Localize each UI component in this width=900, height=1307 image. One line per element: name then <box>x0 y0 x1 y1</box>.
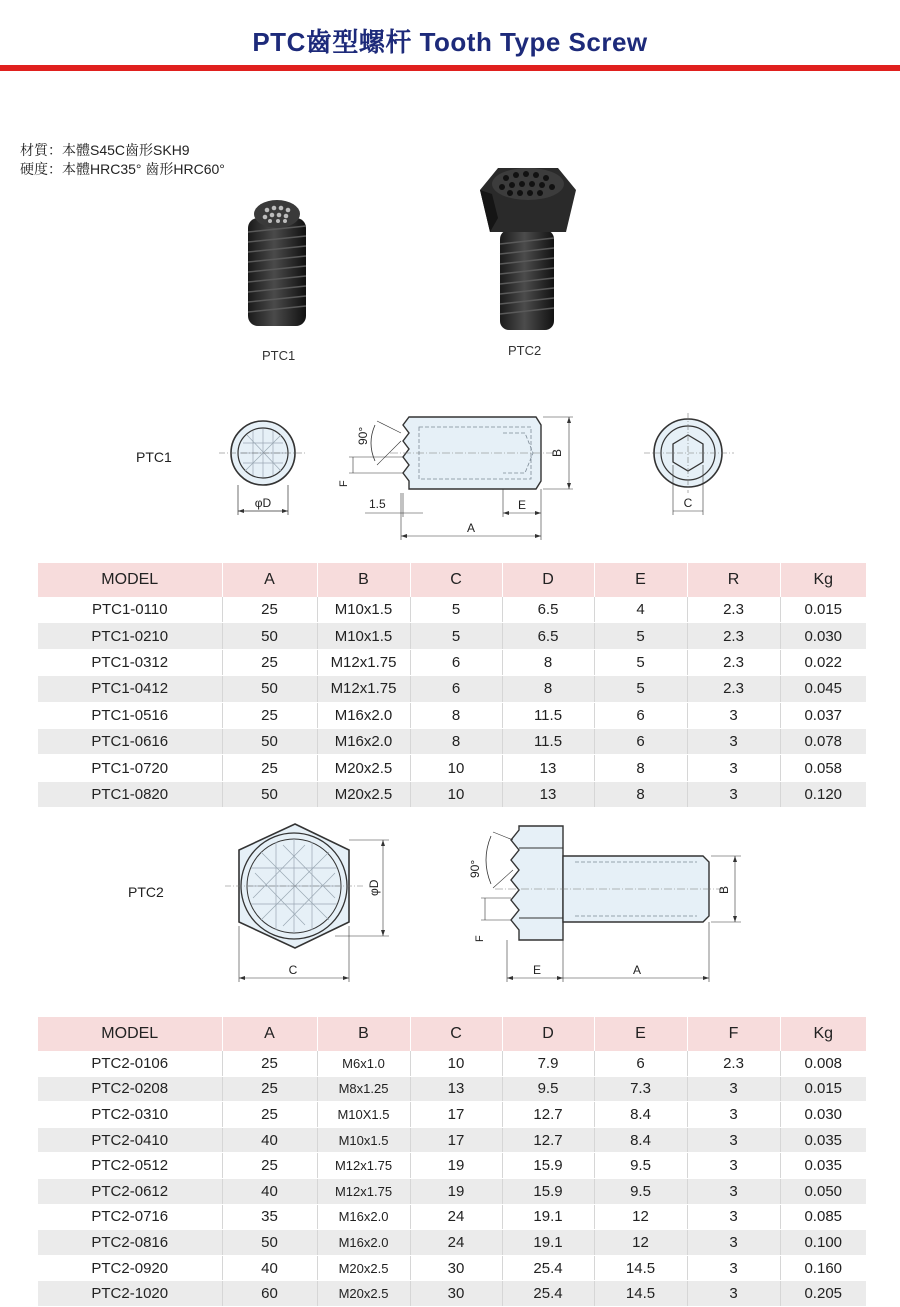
table-row <box>38 623 866 649</box>
table-cell-b: M10x1.5 <box>317 623 410 649</box>
ptc2-c-dim: C <box>288 963 298 977</box>
ptc2-end-view <box>225 818 395 988</box>
table-cell-kg: 0.008 <box>780 1051 866 1076</box>
table-row <box>38 728 866 754</box>
ptc2-diagram-label: PTC2 <box>128 884 164 900</box>
table-cell-model: PTC2-0106 <box>38 1051 222 1076</box>
table-cell-c: 17 <box>410 1102 502 1128</box>
table-cell-e: 9.5 <box>594 1178 687 1204</box>
table-cell-b: M16x2.0 <box>317 1230 410 1256</box>
table-cell-b: M10X1.5 <box>317 1102 410 1128</box>
ptc1-phid-dim: φD <box>254 496 272 510</box>
table-cell-a: 25 <box>222 1051 317 1076</box>
table-cell-a: 25 <box>222 1076 317 1102</box>
ptc1-end-view <box>215 405 310 525</box>
table-cell-d: 13 <box>502 755 594 781</box>
table-cell-e: 8 <box>594 781 687 807</box>
table-cell-f-or-r: 2.3 <box>687 649 780 675</box>
table-cell-kg: 0.085 <box>780 1204 866 1230</box>
table-cell-b: M8x1.25 <box>317 1076 410 1102</box>
table-cell-b: M12x1.75 <box>317 1153 410 1179</box>
table-cell-a: 40 <box>222 1255 317 1281</box>
table-cell-e: 14.5 <box>594 1281 687 1307</box>
table-cell-d: 9.5 <box>502 1076 594 1102</box>
ptc1-diagram-label: PTC1 <box>136 449 172 465</box>
column-header-kg: Kg <box>780 563 866 597</box>
ptc2-photo-label: PTC2 <box>508 343 542 358</box>
table-cell-a: 50 <box>222 728 317 754</box>
table-cell-kg: 0.022 <box>780 649 866 675</box>
column-header-c: C <box>410 563 502 597</box>
table-cell-model: PTC1-0210 <box>38 623 222 649</box>
table-cell-model: PTC2-0208 <box>38 1076 222 1102</box>
table-cell-f-or-r: 3 <box>687 1255 780 1281</box>
column-header-a: A <box>222 1017 317 1051</box>
table-cell-c: 5 <box>410 623 502 649</box>
table-cell-b: M16x2.0 <box>317 728 410 754</box>
ptc1-angle-dim: 90° <box>356 426 370 445</box>
table-cell-f-or-r: 2.3 <box>687 676 780 702</box>
ptc2-side-view <box>455 818 745 988</box>
table-row <box>38 1051 866 1076</box>
ptc2-a-dim: A <box>632 963 642 977</box>
table-cell-e: 9.5 <box>594 1153 687 1179</box>
table-cell-model: PTC1-0412 <box>38 676 222 702</box>
column-header-model: MODEL <box>38 563 222 597</box>
table-cell-model: PTC1-0616 <box>38 728 222 754</box>
table-cell-f-or-r: 3 <box>687 1204 780 1230</box>
table-cell-e: 14.5 <box>594 1255 687 1281</box>
table-row <box>38 1127 866 1153</box>
ptc2-b-dim: B <box>717 885 731 894</box>
table-cell-d: 8 <box>502 676 594 702</box>
table-cell-e: 7.3 <box>594 1076 687 1102</box>
column-header-b: B <box>317 563 410 597</box>
table-row <box>38 781 866 807</box>
table-cell-b: M16x2.0 <box>317 702 410 728</box>
table-cell-d: 7.9 <box>502 1051 594 1076</box>
table-cell-a: 25 <box>222 702 317 728</box>
table-cell-model: PTC2-0612 <box>38 1178 222 1204</box>
table-cell-kg: 0.050 <box>780 1178 866 1204</box>
table-cell-f-or-r: 3 <box>687 1153 780 1179</box>
table-row <box>38 702 866 728</box>
ptc1-side-view <box>335 405 580 545</box>
table-cell-d: 8 <box>502 649 594 675</box>
table-cell-kg: 0.035 <box>780 1127 866 1153</box>
table-cell-c: 30 <box>410 1281 502 1307</box>
table-cell-kg: 0.058 <box>780 755 866 781</box>
table-cell-e: 6 <box>594 702 687 728</box>
table-cell-b: M20x2.5 <box>317 755 410 781</box>
table-cell-d: 12.7 <box>502 1127 594 1153</box>
hardness-spec: 硬度：本體HRC35° 齒形HRC60° <box>20 161 225 177</box>
table-cell-b: M20x2.5 <box>317 1281 410 1307</box>
ptc2-angle-dim: 90° <box>468 859 482 878</box>
table-cell-c: 10 <box>410 781 502 807</box>
table-cell-b: M12x1.75 <box>317 1178 410 1204</box>
table-cell-c: 8 <box>410 702 502 728</box>
table-cell-kg: 0.078 <box>780 728 866 754</box>
table-cell-model: PTC1-0312 <box>38 649 222 675</box>
column-header-d: D <box>502 1017 594 1051</box>
column-header-model: MODEL <box>38 1017 222 1051</box>
table-cell-a: 50 <box>222 1230 317 1256</box>
table-cell-model: PTC2-0920 <box>38 1255 222 1281</box>
table-cell-d: 11.5 <box>502 702 594 728</box>
table-row <box>38 597 866 623</box>
table-cell-c: 10 <box>410 1051 502 1076</box>
table-cell-d: 19.1 <box>502 1204 594 1230</box>
table-cell-f-or-r: 3 <box>687 728 780 754</box>
column-header-a: A <box>222 563 317 597</box>
table-cell-f-or-r: 3 <box>687 1127 780 1153</box>
table-cell-e: 12 <box>594 1230 687 1256</box>
table-cell-kg: 0.037 <box>780 702 866 728</box>
column-header-b: B <box>317 1017 410 1051</box>
table-cell-a: 40 <box>222 1178 317 1204</box>
table-cell-b: M10x1.5 <box>317 597 410 623</box>
table-cell-c: 19 <box>410 1153 502 1179</box>
table-cell-e: 5 <box>594 649 687 675</box>
table-cell-d: 13 <box>502 781 594 807</box>
table-cell-c: 19 <box>410 1178 502 1204</box>
table-cell-model: PTC1-0110 <box>38 597 222 623</box>
table-cell-f-or-r: 3 <box>687 1281 780 1307</box>
column-header-kg: Kg <box>780 1017 866 1051</box>
table-row <box>38 1255 866 1281</box>
table-cell-kg: 0.160 <box>780 1255 866 1281</box>
table-cell-c: 6 <box>410 676 502 702</box>
table-cell-kg: 0.015 <box>780 597 866 623</box>
table-cell-f-or-r: 3 <box>687 755 780 781</box>
ptc1-1-5-dim: 1.5 <box>369 497 386 511</box>
table-cell-c: 24 <box>410 1204 502 1230</box>
column-header-r: R <box>687 563 780 597</box>
table-cell-c: 24 <box>410 1230 502 1256</box>
table-cell-f-or-r: 2.3 <box>687 1051 780 1076</box>
ptc1-photo <box>230 190 330 340</box>
table-cell-e: 12 <box>594 1204 687 1230</box>
table-cell-c: 30 <box>410 1255 502 1281</box>
table-cell-kg: 0.030 <box>780 623 866 649</box>
table-cell-a: 40 <box>222 1127 317 1153</box>
table-cell-a: 60 <box>222 1281 317 1307</box>
ptc2-spec-table <box>38 1017 866 1307</box>
table-cell-kg: 0.030 <box>780 1102 866 1128</box>
table-cell-a: 25 <box>222 1102 317 1128</box>
table-cell-d: 12.7 <box>502 1102 594 1128</box>
ptc2-photo <box>470 160 590 340</box>
table-cell-d: 6.5 <box>502 597 594 623</box>
table-cell-b: M16x2.0 <box>317 1204 410 1230</box>
ptc1-f-dim: F <box>338 480 350 487</box>
table-cell-kg: 0.045 <box>780 676 866 702</box>
table-cell-model: PTC2-0410 <box>38 1127 222 1153</box>
table-cell-d: 19.1 <box>502 1230 594 1256</box>
column-header-f: F <box>687 1017 780 1051</box>
table-cell-e: 8.4 <box>594 1102 687 1128</box>
table-cell-e: 6 <box>594 728 687 754</box>
table-cell-f-or-r: 2.3 <box>687 597 780 623</box>
ptc2-phid-dim: φD <box>367 879 381 896</box>
table-cell-a: 25 <box>222 597 317 623</box>
ptc1-back-view <box>640 405 740 525</box>
table-cell-a: 35 <box>222 1204 317 1230</box>
table-cell-f-or-r: 3 <box>687 1230 780 1256</box>
ptc1-e-dim: E <box>517 498 527 512</box>
table-cell-d: 11.5 <box>502 728 594 754</box>
table-cell-c: 17 <box>410 1127 502 1153</box>
table-cell-model: PTC2-1020 <box>38 1281 222 1307</box>
table-cell-e: 5 <box>594 623 687 649</box>
table-cell-model: PTC2-0816 <box>38 1230 222 1256</box>
table-cell-kg: 0.120 <box>780 781 866 807</box>
table-cell-model: PTC1-0820 <box>38 781 222 807</box>
table-row <box>38 676 866 702</box>
table-cell-d: 15.9 <box>502 1178 594 1204</box>
column-header-c: C <box>410 1017 502 1051</box>
table-cell-f-or-r: 3 <box>687 1178 780 1204</box>
ptc1-b-dim: B <box>550 448 564 457</box>
table-row <box>38 1102 866 1128</box>
table-cell-kg: 0.035 <box>780 1153 866 1179</box>
table-cell-b: M12x1.75 <box>317 649 410 675</box>
table-cell-b: M10x1.5 <box>317 1127 410 1153</box>
column-header-e: E <box>594 563 687 597</box>
table-cell-c: 5 <box>410 597 502 623</box>
table-cell-kg: 0.015 <box>780 1076 866 1102</box>
table-cell-d: 25.4 <box>502 1281 594 1307</box>
table-cell-d: 6.5 <box>502 623 594 649</box>
ptc1-spec-table <box>38 563 866 808</box>
table-row <box>38 649 866 675</box>
column-header-e: E <box>594 1017 687 1051</box>
table-cell-model: PTC2-0716 <box>38 1204 222 1230</box>
table-cell-model: PTC1-0516 <box>38 702 222 728</box>
table-cell-f-or-r: 3 <box>687 702 780 728</box>
table-cell-a: 50 <box>222 623 317 649</box>
table-cell-c: 6 <box>410 649 502 675</box>
ptc1-a-dim: A <box>466 521 476 535</box>
table-row <box>38 1230 866 1256</box>
table-cell-e: 5 <box>594 676 687 702</box>
table-cell-a: 50 <box>222 781 317 807</box>
table-cell-model: PTC2-0310 <box>38 1102 222 1128</box>
table-cell-b: M20x2.5 <box>317 1255 410 1281</box>
table-cell-a: 25 <box>222 649 317 675</box>
table-cell-a: 50 <box>222 676 317 702</box>
table-cell-a: 25 <box>222 1153 317 1179</box>
table-cell-d: 15.9 <box>502 1153 594 1179</box>
table-cell-c: 10 <box>410 755 502 781</box>
ptc2-f-dim: F <box>474 935 486 942</box>
table-cell-d: 25.4 <box>502 1255 594 1281</box>
table-cell-f-or-r: 2.3 <box>687 623 780 649</box>
table-cell-c: 13 <box>410 1076 502 1102</box>
page-title: PTC齒型螺杆 Tooth Type Screw <box>252 27 648 57</box>
table-cell-model: PTC1-0720 <box>38 755 222 781</box>
material-spec: 材質：本體S45C齒形SKH9 <box>20 142 190 158</box>
ptc2-e-dim: E <box>532 963 542 977</box>
table-row <box>38 1153 866 1179</box>
table-cell-e: 8 <box>594 755 687 781</box>
table-cell-model: PTC2-0512 <box>38 1153 222 1179</box>
title-divider <box>0 65 900 71</box>
table-cell-f-or-r: 3 <box>687 1076 780 1102</box>
table-cell-f-or-r: 3 <box>687 781 780 807</box>
table-row <box>38 1076 866 1102</box>
table-cell-c: 8 <box>410 728 502 754</box>
table-row <box>38 1281 866 1307</box>
table-cell-e: 8.4 <box>594 1127 687 1153</box>
table-cell-e: 4 <box>594 597 687 623</box>
column-header-d: D <box>502 563 594 597</box>
table-cell-f-or-r: 3 <box>687 1102 780 1128</box>
ptc1-photo-label: PTC1 <box>262 348 296 363</box>
table-cell-kg: 0.205 <box>780 1281 866 1307</box>
table-cell-b: M20x2.5 <box>317 781 410 807</box>
table-cell-e: 6 <box>594 1051 687 1076</box>
table-cell-a: 25 <box>222 755 317 781</box>
ptc1-c-dim: C <box>683 496 693 510</box>
table-cell-kg: 0.100 <box>780 1230 866 1256</box>
table-cell-b: M6x1.0 <box>317 1051 410 1076</box>
table-row <box>38 755 866 781</box>
table-row <box>38 1204 866 1230</box>
table-cell-b: M12x1.75 <box>317 676 410 702</box>
table-row <box>38 1178 866 1204</box>
